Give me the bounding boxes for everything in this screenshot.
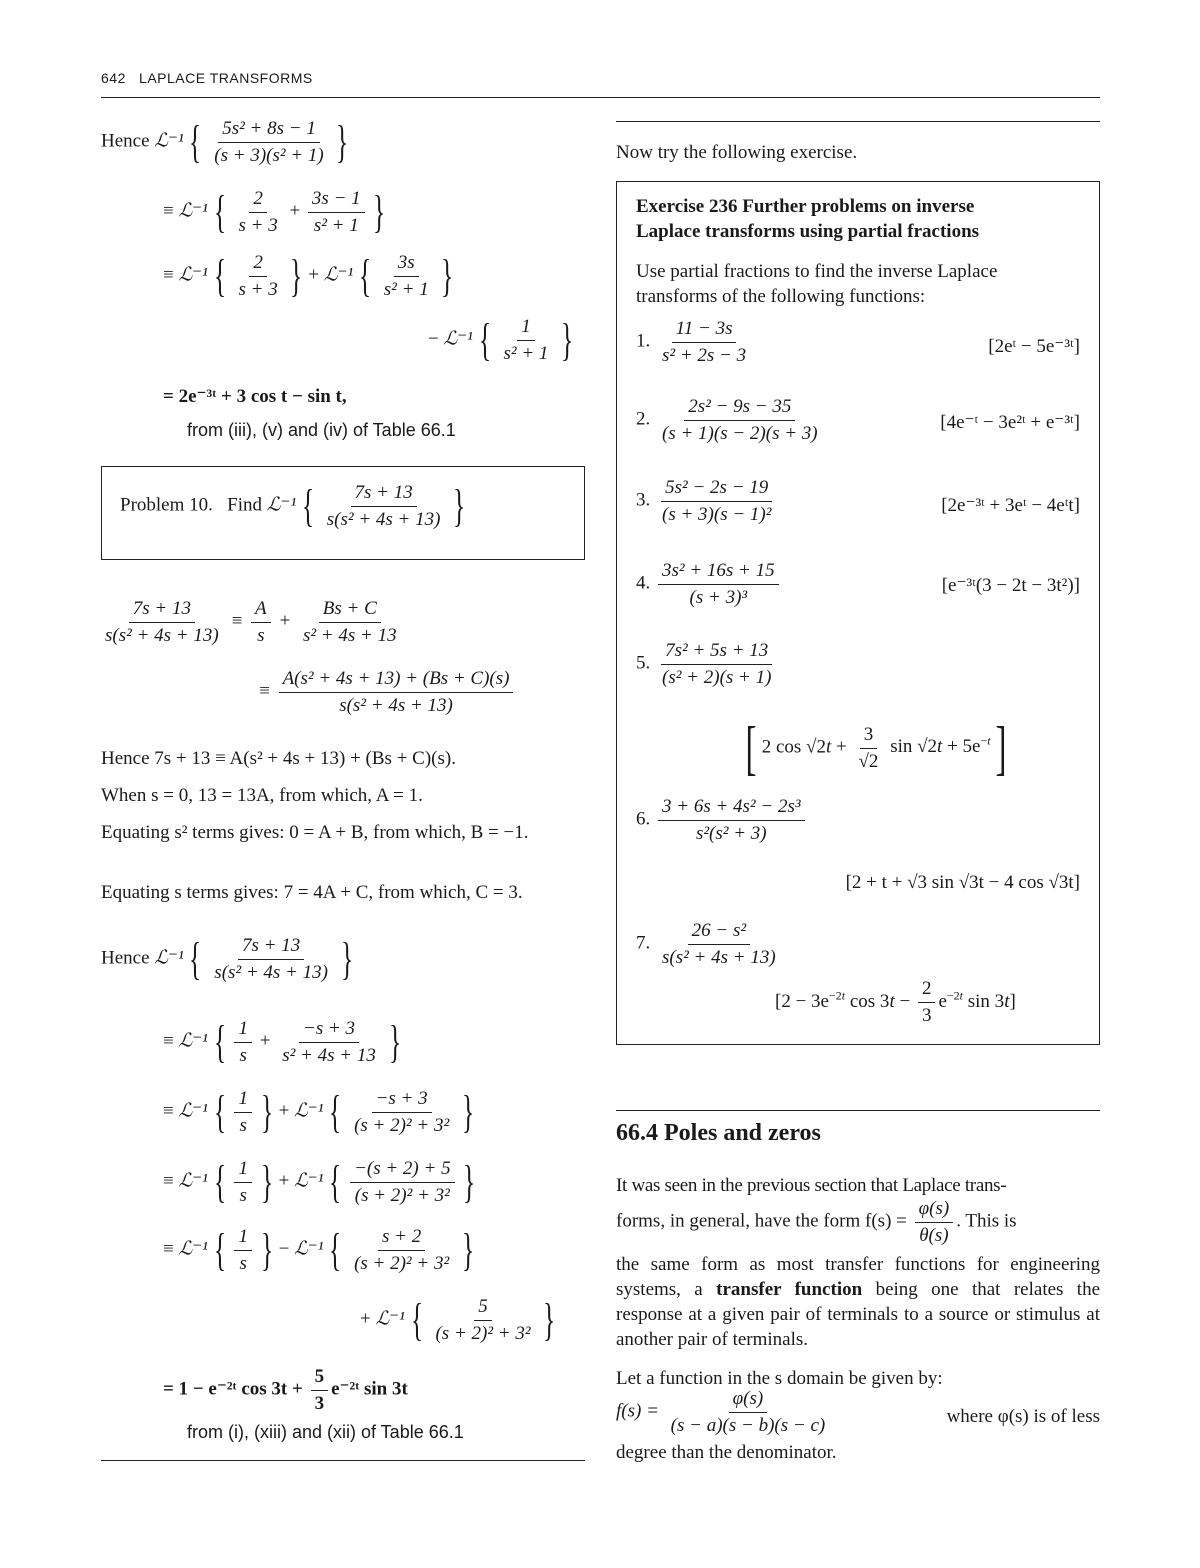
para1-line-1: It was seen in the previous section that Laplace trans- bbox=[616, 1175, 1007, 1196]
exercise-box bbox=[616, 181, 1100, 1045]
answer-3: [2e⁻³ᵗ + 3eᵗ − 4eᵗt] bbox=[941, 495, 1080, 516]
hence-label: Hence bbox=[101, 130, 150, 152]
para2-line-1: Let a function in the s domain be given by: bbox=[616, 1368, 943, 1389]
para1-rest: the same form as most transfer functions for engineering systems, a transfer function being one that relates the response at a given pair of terminals to a source or stimulus at another pair of terminals. bbox=[616, 1254, 1101, 1350]
answer-7: [$2 - 3e^{-2t}$ cos 3t − $\frac{2}{3}$ $e^{-2t}$ sin 3t] bbox=[775, 978, 1016, 1026]
eq2-line-2: ≡ ℒ⁻¹ { $\frac{1}{s}$ + $\frac{-s + 3}{\text{s² + 4s + 13}}$ } bbox=[163, 1016, 401, 1068]
pf-line-2: ≡ $\frac{\text{A(s² + 4s + 13) + (Bs + C)(s)}}{\text{s(s² + 4s + 13)}}$ bbox=[258, 668, 516, 717]
eq2-line-4: ≡ ℒ⁻¹ { $\frac{1}{s}$ } + ℒ⁻¹ { $\frac{-(s + 2) + 5}{\text{(s + 2)² + 3²}}$ } bbox=[163, 1156, 476, 1208]
table-reference-2: from (i), (xiii) and (xii) of Table 66.1 bbox=[187, 1422, 464, 1442]
exercise-item-7: 7. $\frac{\text{26 − s²}}{\text{s(s² + 4s + 13)}}$ bbox=[636, 920, 776, 968]
exercise-title-line-1: Exercise 236 Further problems on inverse bbox=[636, 196, 975, 217]
running-title: LAPLACE TRANSFORMS bbox=[139, 70, 313, 86]
eq-line-1: Hence ℒ⁻¹ { $\frac{\text{5s² + 8s − 1}}{\text{(s + 3)(s² + 1)}}$ } bbox=[101, 116, 349, 168]
answer-2: [4e⁻ᵗ − 3e²ᵗ + e⁻³ᵗ] bbox=[940, 412, 1080, 433]
problem-10: Problem 10. Find ℒ⁻¹ { $\frac{7s + 13}{\text{s(s² + 4s + 13)}}$ } bbox=[120, 480, 466, 532]
result-1: = 2e⁻³ᵗ + 3 cos t − sin t, bbox=[163, 386, 347, 407]
page-number: 642 bbox=[101, 70, 126, 86]
exercise-item-5: 5. $\frac{\text{7s² + 5s + 13}}{\text{(s² + 2)(s + 1)}}$ bbox=[636, 640, 772, 688]
section-rule bbox=[616, 1110, 1100, 1111]
answer-6: [2 + t + √3 sin √3t − 4 cos √3t] bbox=[845, 872, 1080, 893]
answer-5: [ 2 cos √2t + $\frac{3}{√2}$ $\sin √2t + 5e^{-t}$ ] bbox=[745, 715, 1007, 781]
para2-line-3: degree than the denominator. bbox=[616, 1442, 837, 1463]
exercise-item-3: 3. $\frac{\text{5s² − 2s − 19}}{\text{(s + 3)(s − 1)²}}$ [2e⁻³ᵗ + 3eᵗ − 4eᵗt] bbox=[636, 477, 1080, 525]
para1-line-2: forms, in general, have the form f(s) = $\frac{\varphi(s)}{\theta(s)}$ . This is bbox=[616, 1198, 1017, 1246]
para2-line-2: f(s) = $\frac{\varphi(s)}{(s - a)(s - b)(s - c)}$ where φ(s) is of less bbox=[616, 1388, 1100, 1436]
when-s-zero: When s = 0, 13 = 13A, from which, A = 1. bbox=[101, 785, 423, 806]
exercise-item-4: 4. $\frac{\text{3s² + 16s + 15}}{\text{(s + 3)³}}$ [e⁻³ᵗ(3 − 2t − 3t²)] bbox=[636, 560, 1080, 608]
page-header bbox=[101, 70, 313, 86]
eq-line-4: − ℒ⁻¹ { $\frac{1}{\text{s² + 1}}$ } bbox=[428, 314, 574, 366]
pf-line-1: $\frac{7s + 13}{\text{s(s² + 4s + 13)}}$ ≡ $\frac{A}{s}$ + $\frac{Bs + C}{\text{s² + 4s + 13}}$ bbox=[105, 598, 397, 646]
answer-1: [2eᵗ − 5e⁻³ᵗ] bbox=[988, 336, 1080, 357]
right-top-rule bbox=[616, 121, 1100, 122]
left-bottom-rule bbox=[101, 1460, 585, 1461]
now-try: Now try the following exercise. bbox=[616, 142, 858, 163]
header-rule bbox=[101, 97, 1100, 98]
eq-line-2: ≡ ℒ⁻¹ { $\frac{2}{s + 3}$ + $\frac{3s - 1}{\text{s² + 1}}$ } bbox=[163, 186, 386, 238]
equating-s2: Equating s² terms gives: 0 = A + B, from which, B = −1. bbox=[101, 822, 529, 843]
eq-line-3: ≡ ℒ⁻¹ { $\frac{2}{s + 3}$ } + ℒ⁻¹ { $\frac{3s}{\text{s² + 1}}$ } bbox=[163, 250, 454, 302]
eq2-line-6: + ℒ⁻¹ { $\frac{5}{\text{(s + 2)² + 3²}}$ } bbox=[360, 1294, 556, 1346]
hence-identity: Hence 7s + 13 ≡ A(s² + 4s + 13) + (Bs + C)(s). bbox=[101, 748, 456, 769]
exercise-item-1: 1. $\frac{11 - 3s}{\text{s² + 2s − 3}}$ [2eᵗ − 5e⁻³ᵗ] bbox=[636, 318, 1080, 366]
exercise-item-2: 2. $\frac{\text{2s² − 9s − 35}}{(s + 1)(s - 2)(s + 3)}$ [4e⁻ᵗ − 3e²ᵗ + e⁻³ᵗ] bbox=[636, 396, 1080, 444]
eq2-line-5: ≡ ℒ⁻¹ { $\frac{1}{s}$ } − ℒ⁻¹ { $\frac{s + 2}{\text{(s + 2)² + 3²}}$ } bbox=[163, 1224, 475, 1276]
eq2-line-1: Hence ℒ⁻¹ { $\frac{7s + 13}{\text{s(s² + 4s + 13)}}$ } bbox=[101, 933, 353, 985]
answer-4: [e⁻³ᵗ(3 − 2t − 3t²)] bbox=[941, 575, 1080, 596]
problem-label: Problem 10. bbox=[120, 494, 213, 516]
section-heading: 66.4 Poles and zeros bbox=[616, 1120, 821, 1146]
exercise-item-6: 6. $\frac{\text{3 + 6s + 4s² − 2s³}}{\text{s²(s² + 3)}}$ bbox=[636, 796, 1080, 845]
equating-s: Equating s terms gives: 7 = 4A + C, from which, C = 3. bbox=[101, 882, 523, 903]
table-reference-1: from (iii), (v) and (iv) of Table 66.1 bbox=[187, 420, 456, 440]
laplace-symbol: ℒ⁻¹ bbox=[154, 130, 184, 152]
exercise-title-line-2: Laplace transforms using partial fractions bbox=[636, 221, 980, 242]
result-2: = 1 − e⁻²ᵗ cos 3t + $\frac{5}{3}$ e⁻²ᵗ sin 3t bbox=[163, 1366, 408, 1414]
fraction: $\frac{\text{5s² + 8s − 1}}{\text{(s + 3)(s² + 1)}}$ bbox=[214, 118, 324, 166]
eq2-line-3: ≡ ℒ⁻¹ { $\frac{1}{s}$ } + ℒ⁻¹ { $\frac{-s + 3}{\text{(s + 2)² + 3²}}$ } bbox=[163, 1086, 475, 1138]
exercise-intro: Use partial fractions to find the inverse Laplace transforms of the following functions: bbox=[636, 261, 998, 307]
